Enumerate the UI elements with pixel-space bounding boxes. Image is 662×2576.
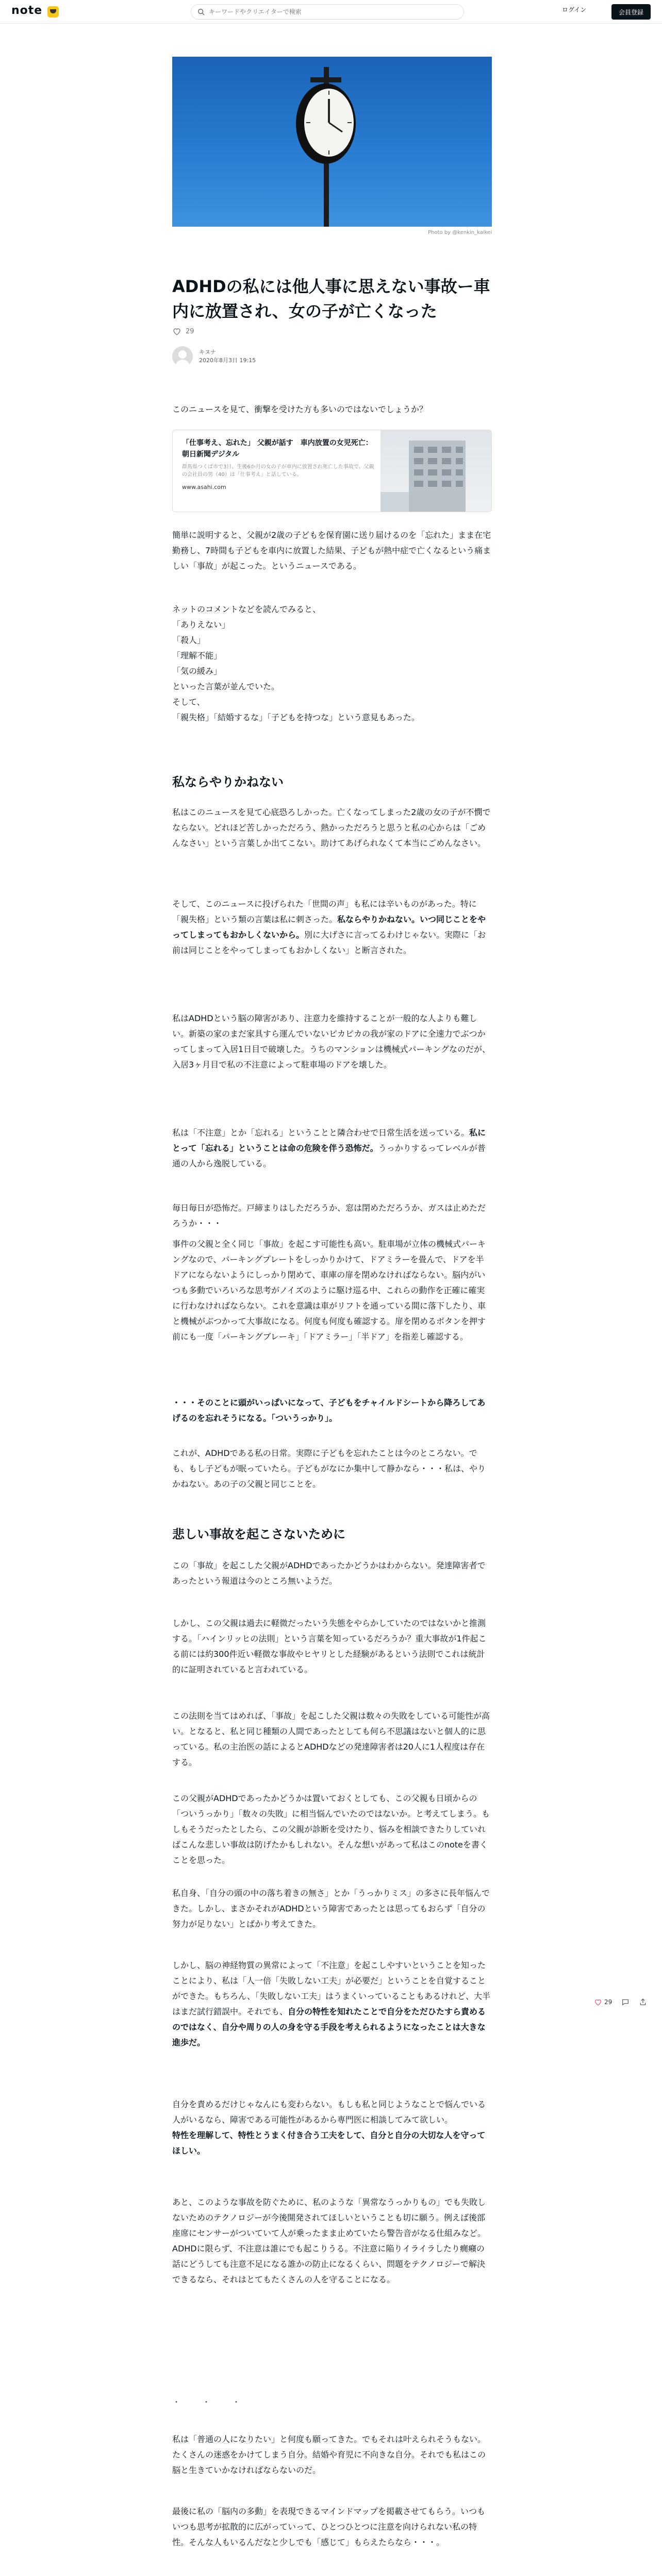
quote-line: 「理解不能」 [172, 651, 222, 660]
paragraph-line: 「親失格」「結婚するな」「子どもを持つな」という意見もあった。 [172, 713, 420, 722]
login-button[interactable]: ログイン [562, 6, 587, 13]
paragraph: 私はADHDという脳の障害があり、注意力を維持することが一般的な人よりも難しい。新築の家のまだ家具すら運んでいないピカピカの我が家のドアに全速力でぶつかってしまって入居1日目で破壊した。うちのマンションは機械式パーキングなのだが、入居3ヶ月目で私の不注意によって駐車場のドアを壊した。 [172, 1013, 490, 1070]
link-embed-card[interactable] [172, 430, 492, 512]
logo-badge-icon [47, 6, 59, 18]
embed-thumbnail [380, 430, 491, 512]
quote-line: 「ありえない」 [172, 620, 230, 630]
article-title: ADHDの私には他人事に思えない事故ー車内に放置され、女の子が亡くなった [172, 277, 490, 321]
paragraph: 最後に私の「脳内の多動」を表現できるマインドマップを掲載させてもらう。いつもいつも思考が拡散的に広がっていって、ひとつひとつに注意を向けられない私の特性。そんな人もいるんだなと少しでも「感じて」もらえたらなら・・・。 [172, 2506, 486, 2547]
heart-icon[interactable] [172, 327, 181, 336]
paragraph: しかし、脳の神経物質の異常によって「不注意」を起こしやすいということを知ったことにより、私は「人一倍「失敗しない工夫」が必要だ」ということを自覚することができた。もちろん、「失敗しない工夫」はうまくいっていることもあるけれど、大半はまだ試行錯誤中。それでも、自分の特性を知れたことで自分をただひたすら責めるのではなく、自分や周りの人の身を守る手段を考えられるようになったことは大きな進歩だ。 [172, 1960, 490, 2047]
paragraph-summary: 簡単に説明すると、父親が2歳の子どもを保育園に送り届けるのを「忘れた」まま在宅勤務し、7時間も子どもを車内に放置した結果、子どもが熱中症で亡くなるという痛ましい「事故」が起こった。というニュースである。 [172, 530, 491, 571]
embed-url: www.asahi.com [182, 484, 226, 490]
paragraph: この父親がADHDであったかどうかは置いておくとしても、この父親も日頃からの「ついうっかり」「数々の失敗」に相当悩んでいたのではないか。と考えてしまう。もしもそうだったとしたら、この父親が診断を受けたり、悩みを相談できたりしていればこんな悲しい事故は防げたかもしれない。そんな想いがあって私はこのnoteを書くことを思った。 [172, 1793, 490, 1865]
floating-actions [594, 1998, 647, 2006]
floating-like-count: 29 [604, 1998, 613, 2006]
intro-paragraph: このニュースを見て、衝撃を受けた方も多いのではないでしょうか？ [172, 404, 427, 414]
search-box[interactable] [191, 4, 464, 20]
paragraph: この法則を当てはめれば、「事故」を起こした父親は数々の失敗をしている可能性が高い。となると、私と同じ種類の人間であったとしても何ら不思議はないと個人的に思っている。私の主治医の話によるとADHDなどの発達障害者は20人に1人程度は存在する。 [172, 1711, 490, 1767]
title-like[interactable] [172, 327, 194, 336]
top-header [0, 0, 662, 24]
paragraph-line: そして、 [172, 697, 205, 707]
share-icon[interactable] [639, 1998, 647, 2006]
embed-description: 群馬県つくば市で3日、生後6か月の女の子が車内に放置され死亡した事故で、父親の会社員の男（40）は「仕事考え」と話している。 [182, 464, 374, 478]
hero-image [172, 57, 492, 227]
paragraph-net-comments: ネットのコメントなどを読んでみると、 [172, 604, 321, 614]
paragraph: この「事故」を起こした父親がADHDであったかどうかはわからない。発達障害者であったという報道は今のところ無いようだ。 [172, 1561, 486, 1586]
paragraph: 自分を責めるだけじゃなんにも変わらない。もしも私と同じようなことで悩んでいる人がいるなら、障害である可能性があるから専門医に相談してみて欲しい。 特性を理解して、特性とうまく付き合う工夫をして、自分と自分の大切な人を守ってほしい。 [172, 2099, 486, 2156]
paragraph: 毎日毎日が恐怖だ。戸締まりはしただろうか、窓は閉めただろうか、ガスは止めただろうか・・・ [172, 1203, 486, 1228]
paragraph: 事件の父親と全く同じ「事故」を起こす可能性も高い。駐車場が立体の機械式パーキングなので、パーキングプレートをしっかりかけて、ドアミラーを畳んで、ドアを半ドアにならないようにしっかり閉めて、車庫の扉を閉めなければならない。脳内がいつも多動でいろいろな思考がノイズのように駆け巡る中、これらの動作を正確に確実に行わなければならない。これを意識は車がリフトを通っている間に落下したり、車と機械がぶつかって大事故になる。何度も何度も確認する。扉を閉めるボタンを押す前にも一度「パーキングブレーキ」「ドアミラー」「半ドア」を指差し確認する。 [172, 1239, 486, 1342]
note-logo[interactable]: note [11, 4, 43, 17]
paragraph-line: といった言葉が並んでいた。 [172, 682, 280, 691]
post-date: 2020年8月3日 19:15 [199, 357, 256, 364]
author-block[interactable] [172, 346, 256, 367]
signup-button[interactable]: 会員登録 [611, 4, 651, 20]
quote-line: 「殺人」 [172, 635, 206, 645]
search-input[interactable] [209, 8, 456, 15]
embed-title[interactable]: 「仕事考え、忘れた」 父親が話す 車内放置の女児死亡：朝日新聞デジタル [182, 439, 373, 459]
search-icon [197, 8, 205, 15]
clock-illustration [172, 57, 492, 227]
photo-credit: Photo by @kenkin_kaikei [428, 230, 492, 235]
paragraph: これが、ADHDである私の日常。実際に子どもを忘れたことは今のところない。でも、もし子どもが眠っていたら。子どもがなにか集中して静かなら・・・私は、やりかねない。あの子の父親と同じことを。 [172, 1448, 486, 1489]
paragraph: しかし、この父親は過去に軽微だったいう失態をやらかしていたのではないかと推測する。「ハインリッヒの法則」という言葉を知っているだろうか？重大事故が1件起こる前には約300件近い軽微な事故やヒヤリとした経験があるという法則でこれは統計的に証明されていると言われている。 [172, 1618, 487, 1674]
like-count: 29 [186, 327, 194, 335]
paragraph: 私は「不注意」とか「忘れる」ということと隣合わせで日常生活を送っている。私にとって「忘れる」ということは命の危険を伴う恐怖だ。うっかりするってレベルが普通の人から逸脱している。 [172, 1128, 486, 1168]
paragraph: そして、このニュースに投げられた「世間の声」も私には辛いものがあった。特に「親失格」という類の言葉は私に刺さった。私ならやりかねない。いつ同じことをやってしまってもおかしくないから。別に大げさに言ってるわけじゃない。実際に「お前は同じことをやってしまってもおかしくない」と断言された。 [172, 899, 486, 955]
author-name[interactable]: キヌナ [199, 349, 216, 355]
paragraph: あと、このような事故を防ぐために、私のような「異常なうっかりもの」でも失敗しないためのテクノロジーが今後開発されてほしいということも切に願う。例えば後部座席にセンサーがついていて人が乗ったまま止めていたら警告音がなる仕組みなど。ADHDに限らず、不注意は誰にでも起こりうる。不注意に陥りイライラしたり癇癪の話にどうしても注意不足になる誰かの防止になるくらい、問題をテクノロジーで解決できるなら、それはとてもたくさんの人を守ることになる。 [172, 2197, 486, 2284]
paragraph: 私自身、「自分の頭の中の落ち着きの無さ」とか「うっかりミス」の多さに長年悩んできた。しかし、まさかそれがADHDという障害であったとは思ってもおらず「自分の努力が足りない」とばかり考えてきた。 [172, 1888, 490, 1929]
comment-icon[interactable] [621, 1998, 630, 2006]
author-avatar[interactable] [172, 346, 193, 367]
section-heading-2: 悲しい事故を起こさないために [172, 1527, 345, 1541]
paragraph-bold: ・・・そのことに頭がいっぱいになって、子どもをチャイルドシートから降ろしてあげるのを忘れそうになる。「ついうっかり」。 [172, 1398, 486, 1423]
section-heading-1: 私ならやりかねない [172, 775, 284, 789]
quote-line: 「気の緩み」 [172, 666, 222, 676]
section-divider: ・・・ [172, 2397, 262, 2407]
paragraph: 私はこのニュースを見て心底恐ろしかった。亡くなってしまった2歳の女の子が不憫でならない。どれほど苦しかっただろう、熱かっただろうと思うと私の心からは「ごめんなさい」という言葉しか出てこない。助けてあげられなくて本当にごめんなさい。 [172, 807, 491, 848]
paragraph: 私は「普通の人になりたい」と何度も願ってきた。でもそれは叶えられそうもない。たくさんの迷惑をかけてしまう自分。結婚や育児に不向きな自分。それでも私はこの脳と生きていかなければならないのだ。 [172, 2434, 486, 2475]
heart-icon[interactable] [594, 1998, 602, 2006]
